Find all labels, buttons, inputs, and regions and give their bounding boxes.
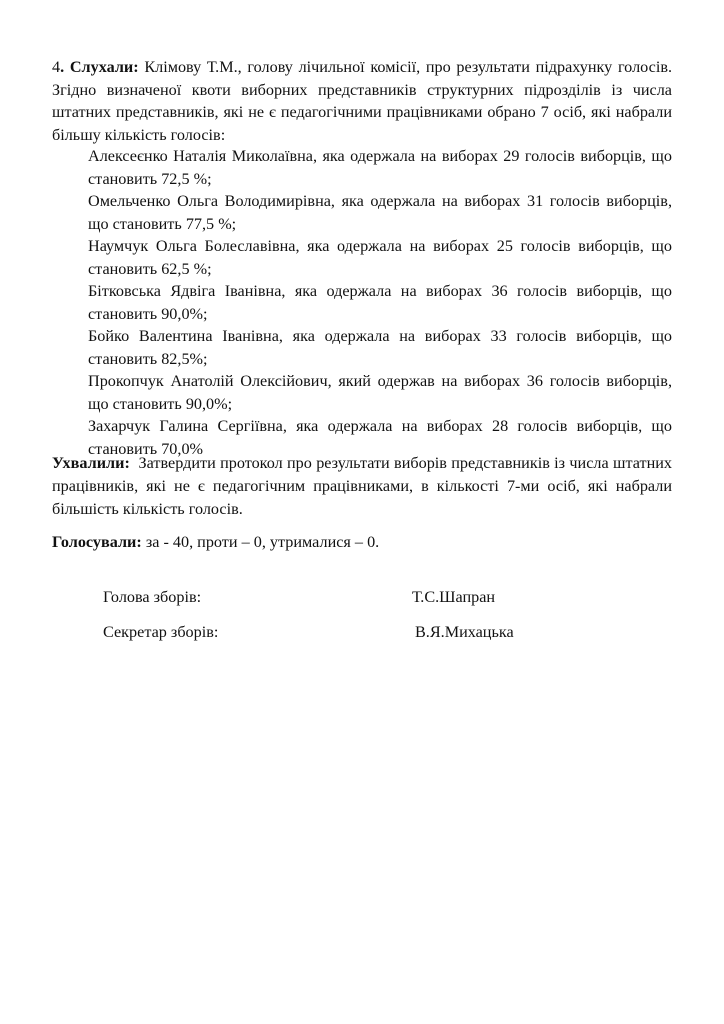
voted-label: Голосували: bbox=[52, 533, 142, 551]
heard-label: Слухали: bbox=[69, 58, 139, 76]
section-number: 4 bbox=[52, 58, 61, 76]
candidate-item: Бойко Валентина Іванівна, яка одержала на виборах 33 голосів виборців, що становить 82,5%; bbox=[88, 327, 672, 368]
candidate-item: Захарчук Галина Сергіївна, яка одержала на виборах 28 голосів виборців, що становить 70,0% bbox=[88, 417, 672, 458]
candidate-item: Прокопчук Анатолій Олексійович, який одержав на виборах 36 голосів виборців, що становить 90,0%; bbox=[88, 372, 672, 413]
heard-label-dot: . bbox=[60, 58, 70, 76]
secretary-name: В.Я.Михацька bbox=[415, 623, 514, 641]
candidate-item: Алексеєнко Наталія Миколаївна, яка одержала на виборах 29 голосів виборців, що становить 72,5 %; bbox=[88, 147, 672, 188]
voted-paragraph bbox=[52, 531, 672, 554]
heard-paragraph bbox=[52, 56, 672, 146]
candidate-item: Бітковська Ядвіга Іванівна, яка одержала на виборах 36 голосів виборців, що становить 90,0%; bbox=[88, 282, 672, 323]
chair-name: Т.С.Шапран bbox=[412, 588, 496, 606]
secretary-label: Секретар зборів: bbox=[103, 623, 219, 641]
resolved-paragraph bbox=[52, 452, 672, 521]
candidate-item: Наумчук Ольга Болеславівна, яка одержала на виборах 25 голосів виборців, що становить 62,5 %; bbox=[88, 237, 672, 278]
voted-text: за - 40, проти – 0, утрималися – 0. bbox=[145, 533, 380, 551]
heard-text: Клімову Т.М., голову лічильної комісії, про результати підрахунку голосів. Згідно визначеної квоти виборних представників структурних підрозділів із числа штатних представників, які не є педагогічними працівниками обрано 7 осіб, які набрали більшу кількість голосів: bbox=[52, 58, 673, 144]
candidate-list bbox=[88, 145, 672, 460]
resolved-text: Затвердити протокол про результати виборів представників із числа штатних працівників, які не є педагогічним працівниками, в кількості 7-ми осіб, які набрали більшість кількість голосів. bbox=[52, 454, 673, 518]
chair-label: Голова зборів: bbox=[103, 588, 202, 606]
candidate-item: Омельченко Ольга Володимирівна, яка одержала на виборах 31 голосів виборців, що становить 77,5 %; bbox=[88, 192, 672, 233]
resolved-label: Ухвалили: bbox=[52, 454, 130, 472]
